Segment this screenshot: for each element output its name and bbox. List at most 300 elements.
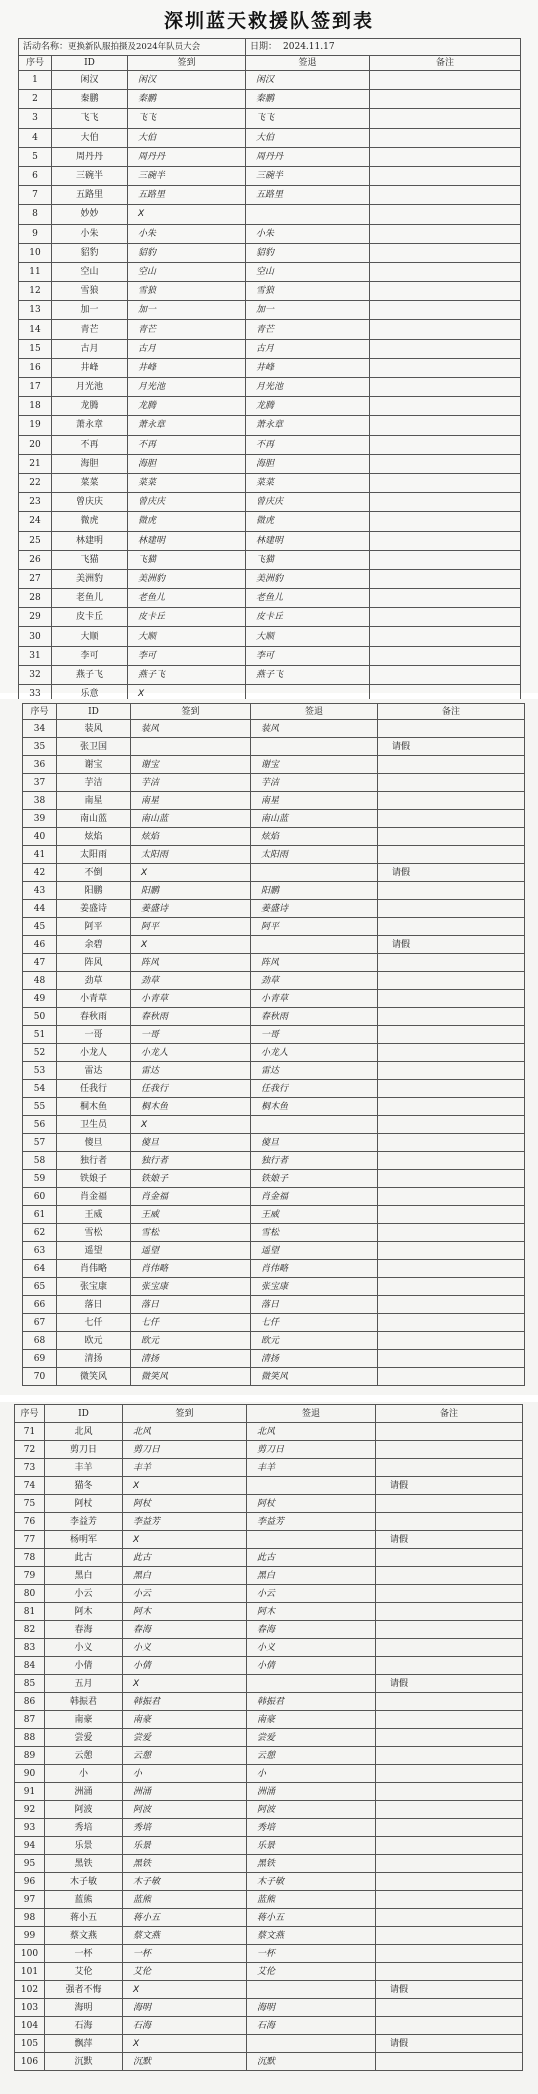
member-id: 雪狼 bbox=[52, 282, 128, 301]
table-row bbox=[19, 512, 521, 531]
header-remark: 备注 bbox=[378, 704, 525, 720]
member-id: 清扬 bbox=[57, 1350, 131, 1368]
sign-out-signature: 此古 bbox=[247, 1549, 376, 1567]
remark-cell bbox=[376, 2017, 523, 2035]
row-number: 3 bbox=[19, 109, 52, 128]
date-cell bbox=[246, 39, 521, 56]
table-row bbox=[15, 1837, 523, 1855]
table-row bbox=[23, 1008, 525, 1026]
sign-out-signature: 小龙人 bbox=[251, 1044, 378, 1062]
remark-cell bbox=[376, 1657, 523, 1675]
sign-out-signature: 空山 bbox=[246, 262, 370, 281]
sign-in-signature: 一杯 bbox=[123, 1945, 247, 1963]
remark-cell bbox=[370, 397, 521, 416]
member-id: 龙腾 bbox=[52, 397, 128, 416]
member-id: 肖金福 bbox=[57, 1188, 131, 1206]
remark-cell bbox=[378, 1314, 525, 1332]
row-number: 96 bbox=[15, 1873, 45, 1891]
sign-out-signature: 阿波 bbox=[247, 1801, 376, 1819]
member-id: 张卫国 bbox=[57, 738, 131, 756]
table-row bbox=[19, 205, 521, 224]
table-row bbox=[19, 301, 521, 320]
sign-in-signature: 阿木 bbox=[123, 1603, 247, 1621]
sign-out-signature: 阿木 bbox=[247, 1603, 376, 1621]
sign-in-signature: 曾庆庆 bbox=[128, 493, 246, 512]
page-title: 深圳蓝天救援队签到表 bbox=[163, 10, 374, 32]
table-row bbox=[15, 1873, 523, 1891]
member-id: 小 bbox=[45, 1765, 123, 1783]
remark-cell bbox=[378, 1242, 525, 1260]
sign-in-signature: X bbox=[123, 1477, 247, 1495]
sign-in-signature: 闲汉 bbox=[128, 71, 246, 90]
table-row bbox=[23, 1134, 525, 1152]
sign-out-signature bbox=[247, 1531, 376, 1549]
table-row bbox=[23, 1278, 525, 1296]
sign-out-signature: 欧元 bbox=[251, 1332, 378, 1350]
member-id: 北风 bbox=[45, 1423, 123, 1441]
remark-cell bbox=[378, 882, 525, 900]
member-id: 阿杖 bbox=[45, 1495, 123, 1513]
sign-in-signature: 王威 bbox=[131, 1206, 251, 1224]
sign-out-signature: 龙腾 bbox=[246, 397, 370, 416]
sign-out-signature bbox=[251, 1116, 378, 1134]
member-id: 卫生员 bbox=[57, 1116, 131, 1134]
remark-cell bbox=[370, 71, 521, 90]
table-row bbox=[15, 1819, 523, 1837]
row-number: 21 bbox=[19, 454, 52, 473]
sign-in-signature: 海明 bbox=[123, 1999, 247, 2017]
remark-cell bbox=[376, 1945, 523, 1963]
row-number: 83 bbox=[15, 1639, 45, 1657]
sign-out-signature: 南豪 bbox=[247, 1711, 376, 1729]
sign-in-signature: 乐景 bbox=[123, 1837, 247, 1855]
member-id: 大顺 bbox=[52, 627, 128, 646]
table-row bbox=[15, 1927, 523, 1945]
member-id: 秦鹏 bbox=[52, 90, 128, 109]
table-row bbox=[23, 1332, 525, 1350]
row-number: 103 bbox=[15, 1999, 45, 2017]
member-id: 艾伦 bbox=[45, 1963, 123, 1981]
sign-out-signature: 南星 bbox=[251, 792, 378, 810]
member-id: 雪松 bbox=[57, 1224, 131, 1242]
member-id: 海胆 bbox=[52, 454, 128, 473]
table-row bbox=[15, 1981, 523, 1999]
table-row bbox=[19, 378, 521, 397]
row-number: 93 bbox=[15, 1819, 45, 1837]
remark-cell bbox=[370, 454, 521, 473]
row-number: 89 bbox=[15, 1747, 45, 1765]
table-row bbox=[15, 1513, 523, 1531]
row-number: 90 bbox=[15, 1765, 45, 1783]
sign-in-signature: 肖伟略 bbox=[131, 1260, 251, 1278]
sign-out-signature: 木子敏 bbox=[247, 1873, 376, 1891]
sign-in-signature: 傻旦 bbox=[131, 1134, 251, 1152]
sign-in-signature: 飞猫 bbox=[128, 550, 246, 569]
sign-in-signature: 雪松 bbox=[131, 1224, 251, 1242]
table-row bbox=[15, 1459, 523, 1477]
row-number: 20 bbox=[19, 435, 52, 454]
row-number: 60 bbox=[23, 1188, 57, 1206]
signin-table-1 bbox=[18, 38, 521, 704]
remark-cell bbox=[378, 1080, 525, 1098]
remark-cell bbox=[370, 646, 521, 665]
sign-in-signature: 不再 bbox=[128, 435, 246, 454]
sign-out-signature: 姜盛诗 bbox=[251, 900, 378, 918]
table-row bbox=[15, 1945, 523, 1963]
sign-out-signature: 韩振君 bbox=[247, 1693, 376, 1711]
remark-cell bbox=[370, 531, 521, 550]
sign-in-signature: 北风 bbox=[123, 1423, 247, 1441]
row-number: 35 bbox=[23, 738, 57, 756]
sign-out-signature: 周丹丹 bbox=[246, 147, 370, 166]
row-number: 19 bbox=[19, 416, 52, 435]
row-number: 74 bbox=[15, 1477, 45, 1495]
sign-in-signature: 小义 bbox=[123, 1639, 247, 1657]
member-id: 王威 bbox=[57, 1206, 131, 1224]
header-sign-in: 签到 bbox=[123, 1405, 247, 1423]
member-id: 黑铁 bbox=[45, 1855, 123, 1873]
sign-in-signature: 秦鹏 bbox=[128, 90, 246, 109]
header-remark: 备注 bbox=[376, 1405, 523, 1423]
sign-out-signature bbox=[247, 1477, 376, 1495]
sign-in-signature: 芋洁 bbox=[131, 774, 251, 792]
row-number: 68 bbox=[23, 1332, 57, 1350]
sign-out-signature: 秀培 bbox=[247, 1819, 376, 1837]
sign-in-signature: 菜菜 bbox=[128, 473, 246, 492]
table-row bbox=[15, 1531, 523, 1549]
sign-out-signature: 王威 bbox=[251, 1206, 378, 1224]
sign-out-signature: 肖伟略 bbox=[251, 1260, 378, 1278]
table-row bbox=[15, 1855, 523, 1873]
table-row bbox=[15, 1585, 523, 1603]
member-id: 蒋小五 bbox=[45, 1909, 123, 1927]
remark-cell: 请假 bbox=[378, 936, 525, 954]
sign-in-signature: 小青草 bbox=[131, 990, 251, 1008]
sign-in-signature: 萧永章 bbox=[128, 416, 246, 435]
remark-cell bbox=[376, 1459, 523, 1477]
header-no: 序号 bbox=[15, 1405, 45, 1423]
sign-out-signature: 南山蓝 bbox=[251, 810, 378, 828]
table-row bbox=[23, 1224, 525, 1242]
remark-cell: 请假 bbox=[376, 2035, 523, 2053]
sign-in-signature: 春秋雨 bbox=[131, 1008, 251, 1026]
remark-cell bbox=[378, 846, 525, 864]
sign-in-signature: 小 bbox=[123, 1765, 247, 1783]
remark-cell bbox=[376, 1549, 523, 1567]
sign-out-signature: 五路里 bbox=[246, 186, 370, 205]
remark-cell bbox=[370, 589, 521, 608]
table-row bbox=[15, 1621, 523, 1639]
remark-cell bbox=[376, 1693, 523, 1711]
sign-out-signature: 老鱼儿 bbox=[246, 589, 370, 608]
sign-in-signature: 微笑风 bbox=[131, 1368, 251, 1386]
remark-cell bbox=[376, 1873, 523, 1891]
table-row bbox=[19, 435, 521, 454]
event-info-row bbox=[19, 39, 521, 56]
remark-cell bbox=[370, 301, 521, 320]
row-number: 72 bbox=[15, 1441, 45, 1459]
table-row bbox=[19, 473, 521, 492]
remark-cell bbox=[378, 792, 525, 810]
member-id: 谢宝 bbox=[57, 756, 131, 774]
header-remark: 备注 bbox=[370, 56, 521, 71]
sign-out-signature: 乐景 bbox=[247, 1837, 376, 1855]
row-number: 101 bbox=[15, 1963, 45, 1981]
row-number: 65 bbox=[23, 1278, 57, 1296]
row-number: 31 bbox=[19, 646, 52, 665]
table-row bbox=[23, 1296, 525, 1314]
sheet-page-2 bbox=[0, 699, 538, 1395]
row-number: 86 bbox=[15, 1693, 45, 1711]
row-number: 45 bbox=[23, 918, 57, 936]
remark-cell bbox=[378, 1260, 525, 1278]
sign-in-signature: X bbox=[131, 936, 251, 954]
sign-in-signature: X bbox=[131, 864, 251, 882]
member-id: 老鱼儿 bbox=[52, 589, 128, 608]
table-row bbox=[23, 1116, 525, 1134]
sign-in-signature: 欧元 bbox=[131, 1332, 251, 1350]
sign-out-signature: 小义 bbox=[247, 1639, 376, 1657]
sign-out-signature: 小 bbox=[247, 1765, 376, 1783]
sign-in-signature: 古月 bbox=[128, 339, 246, 358]
remark-cell bbox=[378, 1296, 525, 1314]
remark-cell bbox=[370, 627, 521, 646]
sign-in-signature: 井峰 bbox=[128, 358, 246, 377]
sign-out-signature: 小倩 bbox=[247, 1657, 376, 1675]
table-row bbox=[23, 738, 525, 756]
row-number: 8 bbox=[19, 205, 52, 224]
row-number: 53 bbox=[23, 1062, 57, 1080]
remark-cell bbox=[378, 1008, 525, 1026]
member-id: 五路里 bbox=[52, 186, 128, 205]
sign-out-signature: 剪刀日 bbox=[247, 1441, 376, 1459]
row-number: 102 bbox=[15, 1981, 45, 1999]
row-number: 69 bbox=[23, 1350, 57, 1368]
sign-in-signature: 独行者 bbox=[131, 1152, 251, 1170]
member-id: 蔡文燕 bbox=[45, 1927, 123, 1945]
remark-cell bbox=[376, 1819, 523, 1837]
sign-out-signature: 沉默 bbox=[247, 2053, 376, 2071]
member-id: 乐景 bbox=[45, 1837, 123, 1855]
sign-in-signature: 加一 bbox=[128, 301, 246, 320]
sign-in-signature: 洲涌 bbox=[123, 1783, 247, 1801]
row-number: 62 bbox=[23, 1224, 57, 1242]
member-id: 强者不悔 bbox=[45, 1981, 123, 1999]
member-id: 不倒 bbox=[57, 864, 131, 882]
row-number: 71 bbox=[15, 1423, 45, 1441]
table-row bbox=[15, 1909, 523, 1927]
remark-cell bbox=[378, 1044, 525, 1062]
member-id: 大伯 bbox=[52, 128, 128, 147]
sign-out-signature: 加一 bbox=[246, 301, 370, 320]
row-number: 12 bbox=[19, 282, 52, 301]
table-row bbox=[19, 608, 521, 627]
table-row bbox=[19, 569, 521, 588]
row-number: 48 bbox=[23, 972, 57, 990]
sign-in-signature: 南豪 bbox=[123, 1711, 247, 1729]
sign-in-signature: 任我行 bbox=[131, 1080, 251, 1098]
remark-cell bbox=[378, 1278, 525, 1296]
sign-out-signature bbox=[247, 1675, 376, 1693]
header-row bbox=[19, 56, 521, 71]
remark-cell bbox=[378, 990, 525, 1008]
row-number: 41 bbox=[23, 846, 57, 864]
sign-in-signature: 大伯 bbox=[128, 128, 246, 147]
sign-in-signature: 李益芳 bbox=[123, 1513, 247, 1531]
row-number: 2 bbox=[19, 90, 52, 109]
table-row bbox=[23, 1044, 525, 1062]
row-number: 25 bbox=[19, 531, 52, 550]
row-number: 56 bbox=[23, 1116, 57, 1134]
sign-out-signature: 萧永章 bbox=[246, 416, 370, 435]
member-id: 独行者 bbox=[57, 1152, 131, 1170]
remark-cell bbox=[378, 972, 525, 990]
member-id: 燕子飞 bbox=[52, 665, 128, 684]
row-number: 33 bbox=[19, 685, 52, 704]
header-sign-out: 签退 bbox=[246, 56, 370, 71]
remark-cell bbox=[378, 918, 525, 936]
sign-in-signature: X bbox=[131, 1116, 251, 1134]
sign-in-signature: 皮卡丘 bbox=[128, 608, 246, 627]
row-number: 97 bbox=[15, 1891, 45, 1909]
row-number: 87 bbox=[15, 1711, 45, 1729]
sign-out-signature: 月光池 bbox=[246, 378, 370, 397]
sign-in-signature: 大顺 bbox=[128, 627, 246, 646]
row-number: 75 bbox=[15, 1495, 45, 1513]
sign-out-signature: 菜菜 bbox=[246, 473, 370, 492]
sign-in-signature: 石海 bbox=[123, 2017, 247, 2035]
member-id: 微笑风 bbox=[57, 1368, 131, 1386]
table-row bbox=[15, 2053, 523, 2071]
member-id: 妙妙 bbox=[52, 205, 128, 224]
remark-cell bbox=[378, 1026, 525, 1044]
table-row bbox=[15, 1801, 523, 1819]
remark-cell bbox=[370, 435, 521, 454]
member-id: 皮卡丘 bbox=[52, 608, 128, 627]
sign-out-signature: 貂豹 bbox=[246, 243, 370, 262]
remark-cell bbox=[370, 473, 521, 492]
row-number: 11 bbox=[19, 262, 52, 281]
table-row bbox=[15, 1693, 523, 1711]
row-number: 77 bbox=[15, 1531, 45, 1549]
header-no: 序号 bbox=[23, 704, 57, 720]
remark-cell bbox=[378, 900, 525, 918]
table-row bbox=[19, 224, 521, 243]
sign-in-signature: 小倩 bbox=[123, 1657, 247, 1675]
remark-cell bbox=[376, 1747, 523, 1765]
member-id: 欧元 bbox=[57, 1332, 131, 1350]
row-number: 42 bbox=[23, 864, 57, 882]
sign-out-signature: 劲草 bbox=[251, 972, 378, 990]
table-row bbox=[15, 1549, 523, 1567]
member-id: 石海 bbox=[45, 2017, 123, 2035]
member-id: 秀培 bbox=[45, 1819, 123, 1837]
sign-in-signature: 青芒 bbox=[128, 320, 246, 339]
remark-cell bbox=[376, 1765, 523, 1783]
sign-out-signature: 阳鹏 bbox=[251, 882, 378, 900]
table-row bbox=[19, 186, 521, 205]
row-number: 27 bbox=[19, 569, 52, 588]
sheet-page-3 bbox=[0, 1402, 538, 2094]
sign-in-signature: 老鱼儿 bbox=[128, 589, 246, 608]
sign-in-signature: 装风 bbox=[131, 720, 251, 738]
table-row bbox=[23, 1152, 525, 1170]
table-row bbox=[19, 262, 521, 281]
table-row bbox=[19, 589, 521, 608]
sign-in-signature: 李可 bbox=[128, 646, 246, 665]
table-row bbox=[23, 1080, 525, 1098]
sign-out-signature bbox=[247, 1981, 376, 1999]
sign-out-signature: 古月 bbox=[246, 339, 370, 358]
remark-cell bbox=[378, 774, 525, 792]
remark-cell bbox=[370, 224, 521, 243]
row-number: 64 bbox=[23, 1260, 57, 1278]
sign-out-signature: 洲涌 bbox=[247, 1783, 376, 1801]
row-number: 92 bbox=[15, 1801, 45, 1819]
remark-cell bbox=[370, 243, 521, 262]
row-number: 40 bbox=[23, 828, 57, 846]
row-number: 95 bbox=[15, 1855, 45, 1873]
remark-cell bbox=[370, 90, 521, 109]
sign-out-signature: 大顺 bbox=[246, 627, 370, 646]
row-number: 80 bbox=[15, 1585, 45, 1603]
sign-out-signature: 蓝熊 bbox=[247, 1891, 376, 1909]
table-row bbox=[23, 1242, 525, 1260]
row-number: 57 bbox=[23, 1134, 57, 1152]
sign-in-signature: 小龙人 bbox=[131, 1044, 251, 1062]
table-row bbox=[19, 282, 521, 301]
member-id: 此古 bbox=[45, 1549, 123, 1567]
sign-in-signature: 阵风 bbox=[131, 954, 251, 972]
sign-out-signature: 黑铁 bbox=[247, 1855, 376, 1873]
table-row bbox=[23, 990, 525, 1008]
sign-out-signature: 桐木鱼 bbox=[251, 1098, 378, 1116]
sign-out-signature: 太阳雨 bbox=[251, 846, 378, 864]
table-row bbox=[23, 774, 525, 792]
remark-cell bbox=[378, 1350, 525, 1368]
row-number: 5 bbox=[19, 147, 52, 166]
row-number: 104 bbox=[15, 2017, 45, 2035]
member-id: 貂豹 bbox=[52, 243, 128, 262]
row-number: 99 bbox=[15, 1927, 45, 1945]
table-row bbox=[15, 1441, 523, 1459]
sign-out-signature: 雷达 bbox=[251, 1062, 378, 1080]
table-row bbox=[23, 882, 525, 900]
member-id: 小朱 bbox=[52, 224, 128, 243]
sign-out-signature: 遥望 bbox=[251, 1242, 378, 1260]
header-sign-in: 签到 bbox=[131, 704, 251, 720]
table-row bbox=[19, 71, 521, 90]
table-row bbox=[23, 972, 525, 990]
remark-cell bbox=[378, 1224, 525, 1242]
row-number: 58 bbox=[23, 1152, 57, 1170]
table-row bbox=[23, 1026, 525, 1044]
table-row bbox=[19, 358, 521, 377]
remark-cell bbox=[376, 1927, 523, 1945]
sign-in-signature: 七仟 bbox=[131, 1314, 251, 1332]
table-row bbox=[23, 1314, 525, 1332]
sign-in-signature: X bbox=[123, 1675, 247, 1693]
sign-out-signature: 芋洁 bbox=[251, 774, 378, 792]
member-id: 阿波 bbox=[45, 1801, 123, 1819]
row-number: 7 bbox=[19, 186, 52, 205]
sign-out-signature: 飞猫 bbox=[246, 550, 370, 569]
remark-cell bbox=[378, 828, 525, 846]
table-row bbox=[15, 1603, 523, 1621]
sign-out-signature: 阵风 bbox=[251, 954, 378, 972]
table-row bbox=[19, 665, 521, 684]
event-cell bbox=[19, 39, 246, 56]
